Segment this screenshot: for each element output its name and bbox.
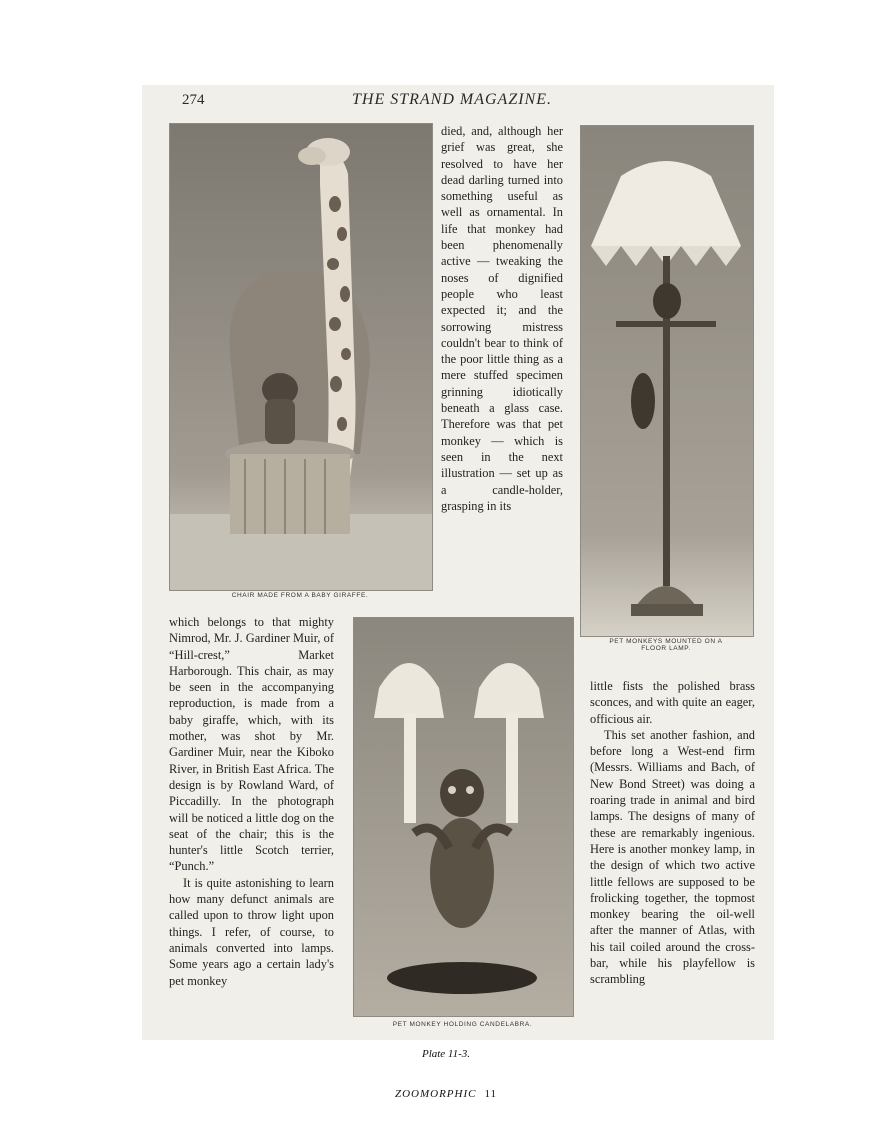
floor-lamp-caption: PET MONKEYS MOUNTED ON A FLOOR LAMP. <box>609 638 723 652</box>
page-number: 274 <box>182 92 205 108</box>
running-head: THE STRAND MAGAZINE. <box>352 91 552 108</box>
left-paragraph-1: which belongs to that mighty Nimrod, Mr. J. Gardiner Muir, of “Hill-crest,” Market Harborough. This chair, as may be seen in the accompanying reproduction, is made from a baby giraffe, which, with its mother, was shot by Mr. Gardiner Muir, near the Kiboko River, in British East Africa. The design is by Rowland Ward, of Piccadilly. In the photograph will be noticed a little dog on the seat of the chair; this is the hunter's little Scotch terrier, “Punch.” <box>169 615 334 874</box>
middle-paragraph: died, and, although her grief was great, she resolved to have her dead darling turned into something useful as well as ornamental. In life that monkey had been phenomenally active — tweaking the noses of dignified people who least expected it; and the sorrowing mistress couldn't bear to think of the poor little thing as a mere stuffed specimen grinning idiotically beneath a glass case. Therefore was that pet monkey — which is seen in the next illustration — set up as a candle-holder, grasping in its <box>441 124 563 513</box>
plate-label: Plate 11-3. <box>421 1048 471 1060</box>
giraffe-chair-photo <box>169 123 433 591</box>
left-paragraph-2: It is quite astonishing to learn how many defunct animals are called upon to throw light upon things. I refer, of course, to animals converted into lamps. Some years ago a certain lady's pet monkey <box>169 875 334 988</box>
right-paragraph-1: little fists the polished brass sconces, and with quite an eager, officious air. <box>590 679 755 726</box>
footer-title: ZOOMORPHIC <box>394 1088 477 1100</box>
right-column-text <box>590 678 755 988</box>
left-column-text <box>169 614 334 989</box>
candelabra-photo <box>353 617 574 1017</box>
scanned-page <box>142 85 774 1040</box>
right-paragraph-2: This set another fashion, and before long a West-end firm (Messrs. Williams and Bach, of New Bond Street) was doing a roaring trade in animal and bird lamps. The designs of many of these are remarkably ingenious. Here is another monkey lamp, in the design of which two active little fellows are supposed to be frolicking together, the topmost monkey bearing the oil-well after the manner of Atlas, with his tail coiled around the cross-bar, while his playfellow is scrambling <box>590 727 755 987</box>
giraffe-caption: CHAIR MADE FROM A BABY GIRAFFE. <box>231 592 369 599</box>
footer-page-number: 11 <box>484 1088 498 1100</box>
candelabra-caption: PET MONKEY HOLDING CANDELABRA. <box>392 1021 533 1028</box>
floor-lamp-photo <box>580 125 754 637</box>
page-footer <box>0 1088 892 1100</box>
middle-column-text <box>441 123 563 514</box>
